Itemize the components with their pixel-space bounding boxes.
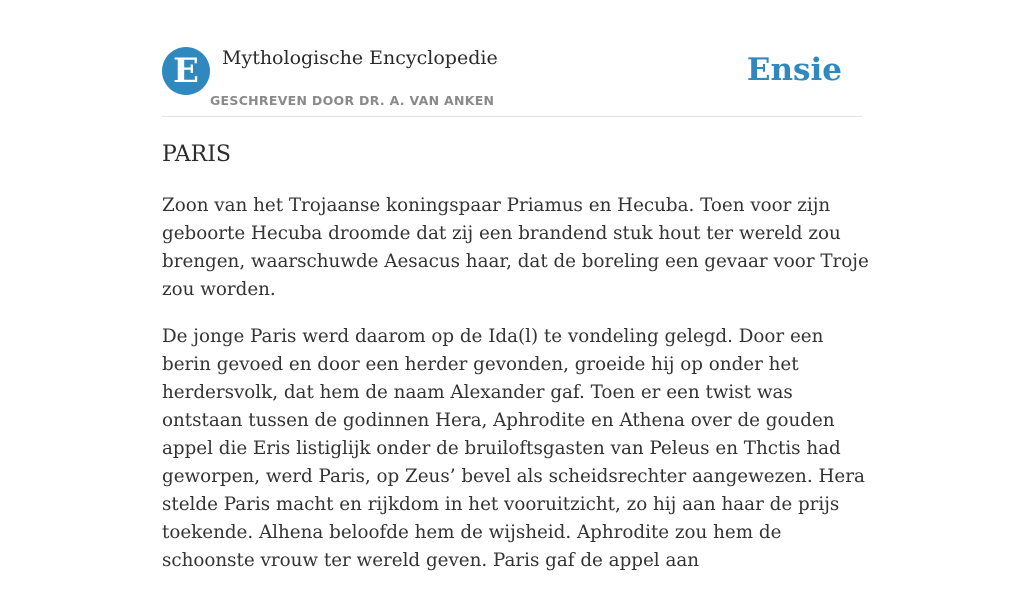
encyclopedia-title-link[interactable]: Mythologische Encyclopedie	[222, 47, 498, 69]
header	[162, 46, 862, 117]
article-paragraph: Zoon van het Trojaanse koningspaar Priamus en Hecuba. Toen voor zijn geboorte Hecuba droomde dat zij een brandend stuk hout ter wereld zou brengen, waarschuwde Aesacus haar, dat de boreling een gevaar voor Troje zou worden.	[162, 195, 869, 300]
ensie-brand-logo[interactable]: Ensie	[746, 52, 842, 88]
article-body	[162, 192, 874, 594]
author-line: GESCHREVEN DOOR DR. A. VAN ANKEN	[210, 93, 495, 108]
encyclopedia-logo[interactable]: E	[162, 47, 210, 95]
article-paragraph: De jonge Paris werd daarom op de Ida(l) te vondeling gelegd. Door een berin gevoed en door een herder gevonden, groeide hij op onder het herdersvolk, dat hem de naam Alexander gaf. Toen er een twist was ontstaan tussen de godinnen Hera, Aphrodite en Athena over de gouden appel die Eris listiglijk onder de bruiloftsgasten van Peleus en Thctis had geworpen, werd Paris, op Zeus’ bevel als scheidsrechter aangewezen. Hera stelde Paris macht en rijkdom in het vooruitzicht, zo hij aan haar de prijs toekende. Alhena beloofde hem de wijsheid. Aphrodite zou hem de schoonste vrouw ter wereld geven. Paris gaf de appel aan	[162, 326, 865, 571]
article-title: PARIS	[162, 142, 231, 167]
